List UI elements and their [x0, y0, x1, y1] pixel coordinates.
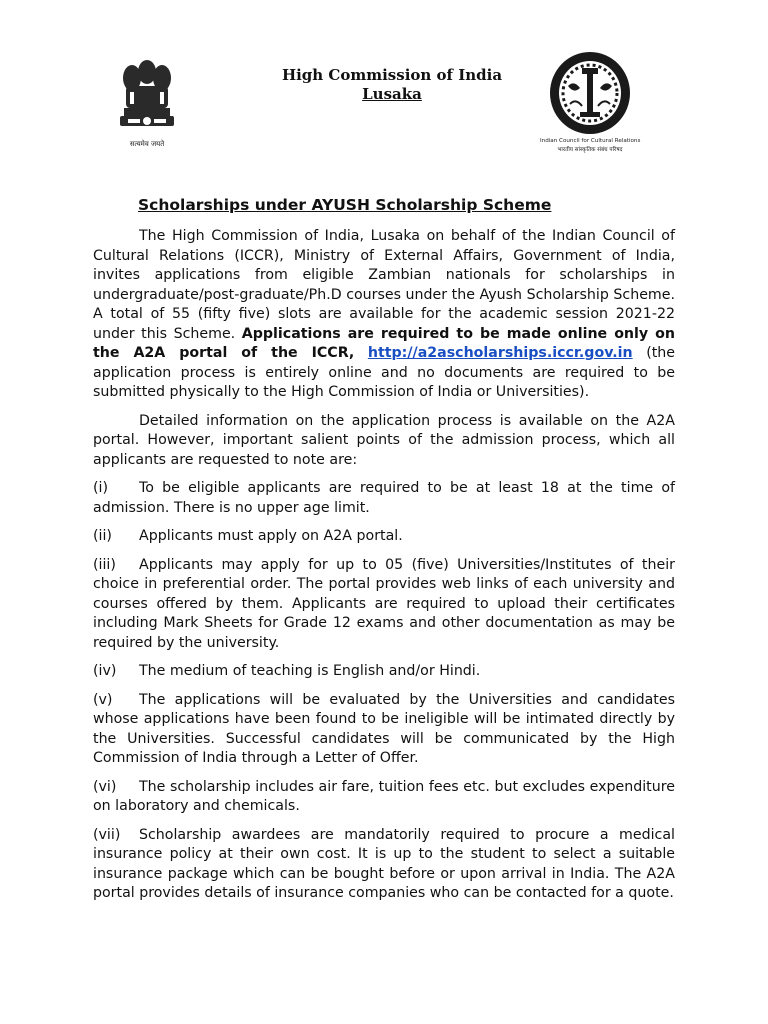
- list-item-number: (vi): [93, 778, 117, 795]
- list-item-text: The scholarship includes air fare, tuition fees etc. but excludes expenditure on laboratory and chemicals.: [93, 778, 675, 814]
- list-item-number: (vii): [93, 826, 121, 843]
- list-item-number: (i): [93, 480, 109, 496]
- emblem-motto: सत्यमेव जयते: [129, 140, 165, 148]
- list-item: [93, 556, 675, 654]
- iccr-caption-hindi: भारतीय सांस्कृतिक संबंध परिषद: [557, 147, 623, 153]
- list-item: [93, 691, 675, 769]
- list-item-number: (ii): [93, 528, 112, 544]
- list-item-number: (v): [93, 691, 113, 708]
- list-item-text: The applications will be evaluated by the Universities and candidates whose applications have been found to be ineligible will be intimated directly by the Universities. Successful candidates will be communicated by the High Commission of India through a Letter of Offer.: [93, 691, 675, 766]
- intro-text: The High Commission of India, Lusaka on behalf of the Indian Council of Cultural Relations (ICCR), Ministry of External Affairs, Government of India, invites applications from eligible Zambian nationals for scholarships in undergraduate/post-graduate/Ph.D courses under the Ayush Scholarship Scheme. A total of 55 (fifty five) slots are available for the academic session 2021-22 under this Scheme.: [93, 228, 675, 342]
- list-item: [93, 527, 675, 547]
- letterhead: [222, 66, 562, 104]
- national-emblem: [108, 56, 186, 152]
- iccr-logo: [540, 50, 640, 154]
- header-title: High Commission of India: [281, 66, 503, 84]
- paragraph-details: Detailed information on the application process is available on the A2A portal. However, important salient points of the admission process, which all applicants are requested to note are:: [93, 412, 675, 468]
- lion-capital-icon: [108, 56, 186, 140]
- list-item-number: (iii): [93, 556, 116, 573]
- iccr-caption-english: Indian Council for Cultural Relations: [540, 138, 641, 144]
- intro-text-continued: (the application process is entirely online and no documents are required to be submitted physically to the High Commission of India or Universities).: [93, 345, 676, 400]
- list-item: [93, 479, 675, 518]
- list-item: [93, 778, 675, 817]
- list-item-text: The medium of teaching is English and/or Hindi.: [139, 663, 481, 679]
- a2a-portal-link[interactable]: http://a2ascholarships.iccr.gov.in: [367, 345, 633, 361]
- header-location: Lusaka: [362, 85, 422, 103]
- document-body: [93, 227, 675, 904]
- paragraph-intro: [93, 227, 675, 403]
- list-item: [93, 826, 675, 904]
- list-item-text: Applicants may apply for up to 05 (five) Universities/Institutes of their choice in preferential order. The portal provides web links of each university and courses offered by them. Applicants are required to upload their certificates including Mark Sheets for Grade 12 exams and other documentation as may be required by the university.: [93, 556, 675, 651]
- list-item-text: Scholarship awardees are mandatorily required to procure a medical insurance policy at their own cost. It is up to the student to select a suitable insurance package which can be bought before or upon arrival in India. The A2A portal provides details of insurance companies who can be contacted for a quote.: [93, 826, 675, 901]
- document-title: Scholarships under AYUSH Scholarship Scheme: [138, 196, 552, 214]
- list-item-text: Applicants must apply on A2A portal.: [139, 528, 403, 544]
- list-item: [93, 662, 675, 682]
- iccr-seal-icon: [546, 50, 634, 136]
- intro-bold-text: Applications are required to be made online only on the A2A portal of the ICCR,: [93, 325, 676, 361]
- list-item-number: (iv): [93, 663, 117, 679]
- list-item-text: To be eligible applicants are required to be at least 18 at the time of admission. There is no upper age limit.: [93, 480, 675, 516]
